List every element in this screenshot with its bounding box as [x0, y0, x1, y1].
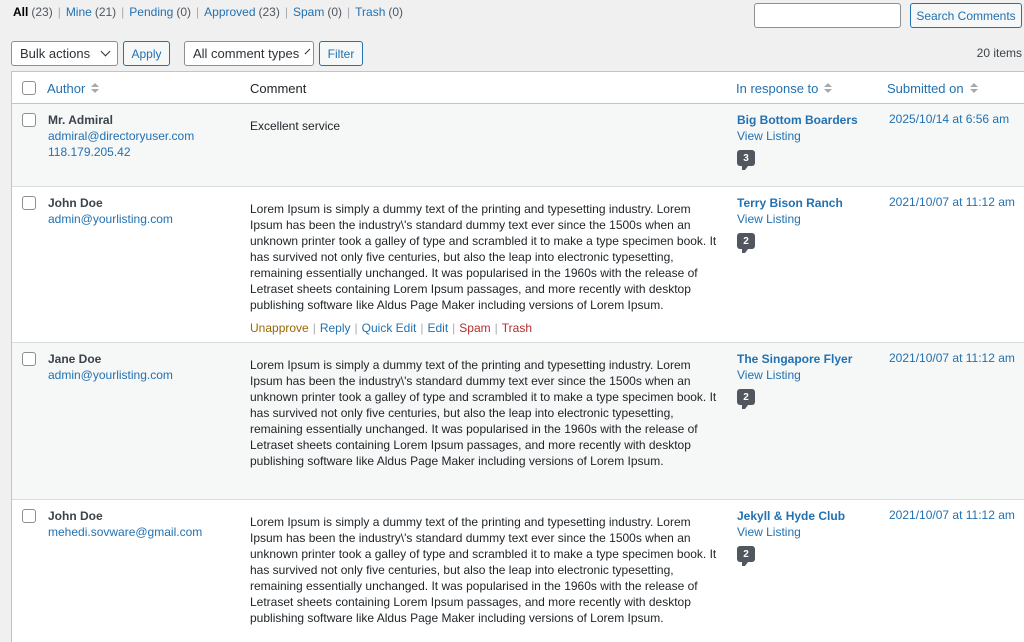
column-author-label: Author: [47, 80, 86, 96]
unapprove-link[interactable]: Unapprove: [250, 321, 309, 335]
apply-button[interactable]: Apply: [123, 41, 170, 66]
column-response-label: In response to: [736, 80, 819, 96]
status-filter-trash[interactable]: [355, 5, 403, 19]
sort-icon: [970, 83, 978, 93]
status-filter-count: (21): [94, 5, 117, 19]
status-filter-mine[interactable]: [66, 5, 116, 19]
comment-count-badge[interactable]: 3: [737, 150, 755, 166]
status-filter-all[interactable]: [13, 5, 53, 19]
search-comments-button[interactable]: Search Comments: [910, 3, 1022, 28]
comment-status-filters: [13, 5, 403, 19]
column-comment: [250, 72, 306, 104]
status-filter-spam[interactable]: [293, 5, 342, 19]
divider: |: [347, 5, 351, 19]
chevron-down-icon: [305, 49, 311, 55]
response-cell: [737, 112, 858, 166]
table-row: [12, 500, 1024, 642]
comment-types-value: All comment types: [193, 46, 300, 61]
author-name: John Doe: [48, 196, 103, 210]
response-cell: [737, 351, 852, 405]
author-name: Jane Doe: [48, 352, 102, 366]
row-checkbox[interactable]: [22, 196, 36, 210]
edit-link[interactable]: Edit: [427, 321, 449, 335]
status-filter-count: (0): [327, 5, 343, 19]
divider: |: [57, 5, 61, 19]
column-submitted-label: Submitted on: [887, 80, 964, 96]
view-listing-link[interactable]: View Listing: [737, 212, 801, 226]
submitted-date-link[interactable]: 2025/10/14 at 6:56 am: [889, 112, 1010, 126]
status-filter-count: (0): [388, 5, 404, 19]
table-row: [12, 104, 1024, 187]
quick-edit-link[interactable]: Quick Edit: [361, 321, 417, 335]
chevron-down-icon: [101, 47, 111, 57]
submitted-date-link[interactable]: 2021/10/07 at 11:12 am: [889, 508, 1015, 522]
author-cell: [48, 195, 173, 227]
column-in-response-to[interactable]: [736, 72, 832, 104]
author-cell: [48, 112, 194, 160]
divider: |: [284, 5, 288, 19]
reply-link[interactable]: Reply: [319, 321, 351, 335]
column-submitted-on[interactable]: [887, 72, 978, 104]
author-email-link[interactable]: admin@yourlisting.com: [48, 212, 173, 226]
table-row: [12, 187, 1024, 343]
sort-icon: [91, 83, 99, 93]
column-comment-label: Comment: [250, 80, 307, 96]
spam-link[interactable]: Spam: [459, 321, 491, 335]
status-filter-label: All: [13, 5, 29, 19]
comments-table: [11, 71, 1024, 642]
status-filter-approved[interactable]: [204, 5, 280, 19]
status-filter-count: (23): [31, 5, 53, 19]
comment-types-select[interactable]: [184, 41, 314, 66]
bulk-actions-select[interactable]: [11, 41, 118, 66]
table-header: [12, 72, 1024, 104]
author-email-link[interactable]: admiral@directoryuser.com: [48, 129, 195, 143]
author-name: Mr. Admiral: [48, 113, 113, 127]
status-filter-label: Pending: [129, 5, 174, 19]
row-checkbox[interactable]: [22, 509, 36, 523]
author-cell: [48, 351, 173, 383]
author-cell: [48, 508, 202, 540]
row-actions: [250, 321, 532, 335]
author-email-link[interactable]: mehedi.sovware@gmail.com: [48, 525, 203, 539]
listing-title-link[interactable]: Terry Bison Ranch: [737, 196, 843, 210]
trash-link[interactable]: Trash: [501, 321, 532, 335]
table-row: [12, 343, 1024, 500]
comment-count-badge[interactable]: 2: [737, 546, 755, 562]
view-listing-link[interactable]: View Listing: [737, 129, 801, 143]
row-checkbox[interactable]: [22, 113, 36, 127]
select-all-checkbox[interactable]: [22, 81, 36, 95]
response-cell: [737, 195, 843, 249]
view-listing-link[interactable]: View Listing: [737, 368, 801, 382]
comment-count-badge[interactable]: 2: [737, 233, 755, 249]
author-name: John Doe: [48, 509, 103, 523]
response-cell: [737, 508, 845, 562]
divider: |: [354, 321, 358, 335]
author-ip-link[interactable]: 118.179.205.42: [48, 145, 131, 159]
divider: |: [420, 321, 424, 335]
status-filter-label: Trash: [355, 5, 386, 19]
comment-text: Lorem Ipsum is simply a dummy text of the printing and typesetting industry. Lorem Ipsum has been the industry\'s standard dummy text ever since the 1500s when an unknown printer took a galley of type and scrambled it to make a type specimen book. It has survived not only five centuries, but also the leap into electronic typesetting, remaining essentially unchanged. It was popularised in the 1960s with the release of Letraset sheets containing Lorem Ipsum passages, and more recently with desktop publishing software like Aldus Page Maker including versions of Lorem Ipsum.: [250, 358, 717, 468]
divider: |: [196, 5, 200, 19]
divider: |: [312, 321, 316, 335]
listing-title-link[interactable]: The Singapore Flyer: [737, 352, 853, 366]
column-author[interactable]: [47, 72, 99, 104]
listing-title-link[interactable]: Big Bottom Boarders: [737, 113, 858, 127]
status-filter-label: Spam: [292, 5, 325, 19]
status-filter-count: (23): [258, 5, 280, 19]
bulk-actions-value: Bulk actions: [20, 46, 91, 61]
status-filter-count: (0): [176, 5, 192, 19]
comment-text: Lorem Ipsum is simply a dummy text of the printing and typesetting industry. Lorem Ipsum has been the industry\'s standard dummy text ever since the 1500s when an unknown printer took a galley of type and scrambled it to make a type specimen book. It has survived not only five centuries, but also the leap into electronic typesetting, remaining essentially unchanged. It was popularised in the 1960s with the release of Letraset sheets containing Lorem Ipsum passages, and more recently with desktop publishing software like Aldus Page Maker including versions of Lorem Ipsum.: [250, 202, 717, 312]
items-count: 20 items: [976, 46, 1022, 60]
status-filter-label: Mine: [65, 5, 92, 19]
comment-text: Lorem Ipsum is simply a dummy text of the printing and typesetting industry. Lorem Ipsum has been the industry\'s standard dummy text ever since the 1500s when an unknown printer took a galley of type and scrambled it to make a type specimen book. It has survived not only five centuries, but also the leap into electronic typesetting, remaining essentially unchanged. It was popularised in the 1960s with the release of Letraset sheets containing Lorem Ipsum passages, and more recently with desktop publishing software like Aldus Page Maker including versions of Lorem Ipsum.: [250, 515, 717, 625]
search-input[interactable]: [754, 3, 901, 28]
comment-count-badge[interactable]: 2: [737, 389, 755, 405]
row-checkbox[interactable]: [22, 352, 36, 366]
submitted-date-link[interactable]: 2021/10/07 at 11:12 am: [889, 351, 1015, 365]
view-listing-link[interactable]: View Listing: [737, 525, 801, 539]
author-email-link[interactable]: admin@yourlisting.com: [48, 368, 173, 382]
status-filter-label: Approved: [204, 5, 256, 19]
submitted-date-link[interactable]: 2021/10/07 at 11:12 am: [889, 195, 1015, 209]
sort-icon: [824, 83, 832, 93]
status-filter-pending[interactable]: [129, 5, 191, 19]
divider: |: [452, 321, 456, 335]
comment-text: Excellent service: [250, 119, 341, 133]
divider: |: [494, 321, 498, 335]
filter-button[interactable]: Filter: [319, 41, 363, 66]
listing-title-link[interactable]: Jekyll & Hyde Club: [737, 509, 846, 523]
divider: |: [121, 5, 125, 19]
